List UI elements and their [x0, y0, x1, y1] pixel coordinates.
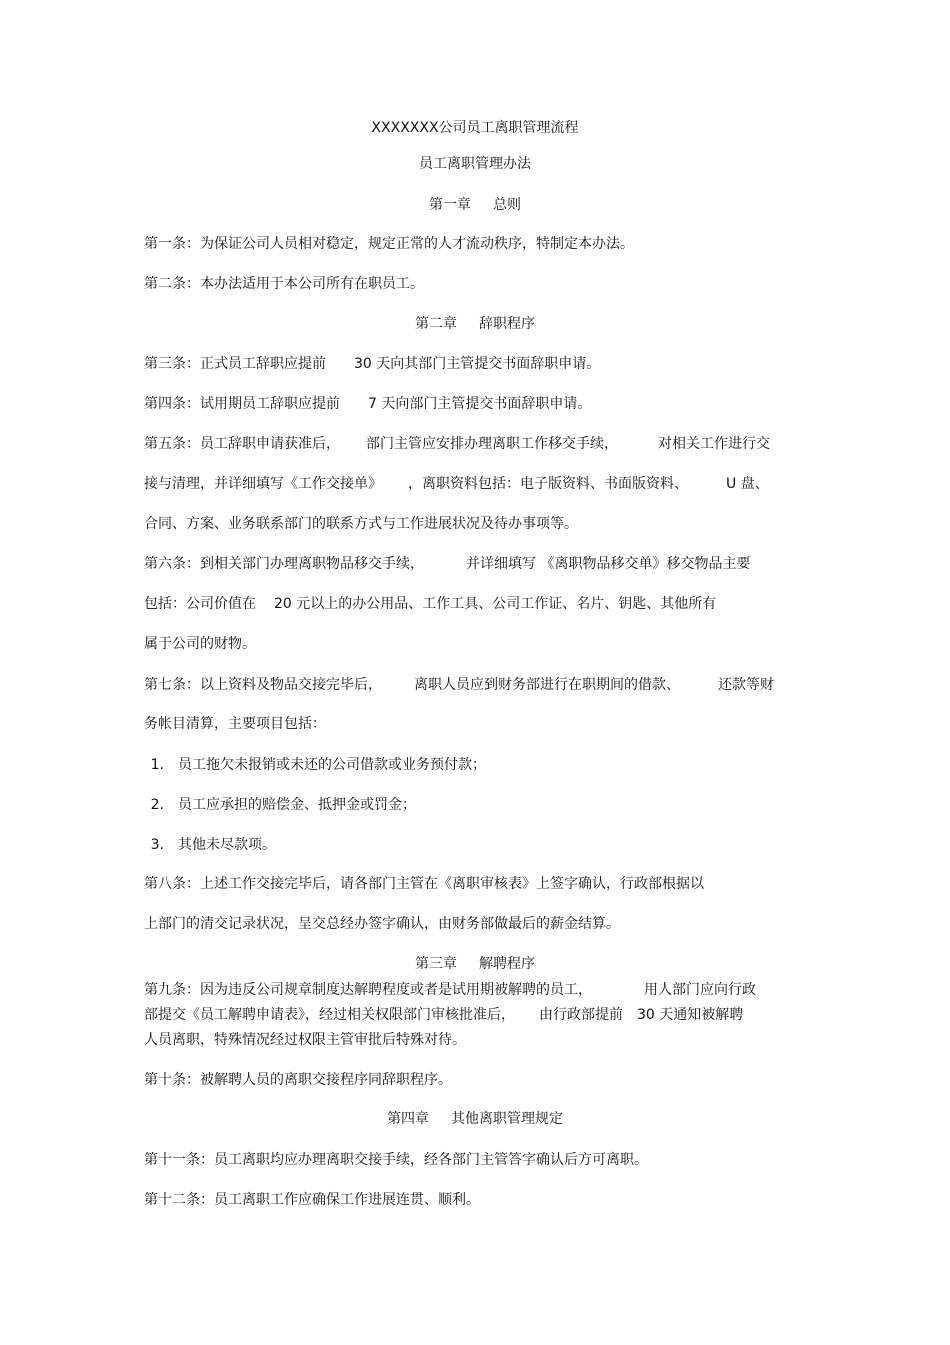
list-item — [136, 756, 486, 774]
chapter-2-heading — [0, 315, 950, 333]
article-7-line-2: 务帐目清算，主要项目包括： — [144, 716, 326, 732]
chapter-number: 第三章 — [415, 956, 457, 972]
article-3-part-1: 第三条：正式员工辞职应提前 — [144, 356, 326, 372]
chapter-4-heading — [0, 1110, 950, 1128]
chapter-3-heading — [0, 955, 950, 973]
article-10: 第十条：被解聘人员的离职交接程序同辞职程序。 — [144, 1072, 452, 1088]
article-12: 第十二条：员工离职工作应确保工作进展连贯、顺利。 — [144, 1192, 480, 1208]
list-item — [136, 796, 416, 814]
article-11: 第十一条：员工离职均应办理离职交接手续，经各部门主管答字确认后方可离职。 — [144, 1152, 648, 1168]
article-5-l1-part-3: 对相关工作进行交 — [658, 436, 770, 452]
article-6-l2-part-1: 包括：公司价值在 — [144, 596, 256, 612]
list-item-number: 3. — [150, 837, 164, 853]
article-9-l2-part-2: 由行政部提前 — [539, 1007, 623, 1023]
article-5-l2-part-3: U 盘、 — [726, 476, 769, 492]
article-5-line-1 — [144, 435, 770, 453]
list-item-number: 2. — [150, 797, 164, 813]
article-6-line-3: 属于公司的财物。 — [144, 636, 256, 652]
chapter-1-heading — [0, 196, 950, 214]
article-5-l2-part-2: ，离职资料包括：电子版资料、书面版资料、 — [408, 476, 688, 492]
article-1: 第一条：为保证公司人员相对稳定，规定正常的人才流动秩序，特制定本办法。 — [144, 236, 634, 252]
article-7-l1-part-3: 还款等财 — [718, 677, 774, 693]
article-5-line-3: 合同、方案、业务联系部门的联系方式与工作进展状况及待办事项等。 — [144, 516, 578, 532]
article-6-l1-part-2: 并详细填写 《离职物品移交单》移交物品主要 — [466, 556, 751, 572]
article-9-line-3: 人员离职，特殊情况经过权限主管审批后特殊对待。 — [144, 1032, 466, 1048]
article-2: 第二条：本办法适用于本公司所有在职员工。 — [144, 276, 424, 292]
article-6-l2-part-2: 20 元以上的办公用品、工作工具、公司工作证、名片、钥匙、其他所有 — [274, 596, 717, 612]
article-3 — [144, 355, 600, 373]
list-item-text: 其他未尽款项。 — [178, 837, 276, 853]
list-item-text: 员工拖欠未报销或未还的公司借款或业务预付款； — [178, 757, 486, 773]
article-5-line-2 — [144, 475, 769, 493]
article-3-part-2: 30 天向其部门主管提交书面辞职申请。 — [354, 356, 601, 372]
chapter-number: 第二章 — [415, 316, 457, 332]
list-item-number: 1. — [150, 757, 164, 773]
article-5-l1-part-1: 第五条：员工辞职申请获准后， — [144, 436, 340, 452]
article-9-l1-part-1: 第九条：因为违反公司规章制度达解聘程度或者是试用期被解聘的员工， — [144, 982, 592, 998]
article-6-line-2 — [144, 595, 716, 613]
article-9-l2-part-1: 部提交《员工解聘申请表》，经过相关权限部门审核批准后， — [144, 1007, 515, 1023]
list-item-text: 员工应承担的赔偿金、抵押金或罚金； — [178, 797, 416, 813]
article-4-part-1: 第四条：试用期员工辞职应提前 — [144, 396, 340, 412]
article-7-l1-part-1: 第七条：以上资料及物品交接完毕后， — [144, 677, 382, 693]
article-8-line-1: 第八条：上述工作交接完毕后，请各部门主管在《离职审核表》上签字确认，行政部根据以 — [144, 876, 704, 892]
article-9-line-2 — [144, 1006, 743, 1024]
article-6-l1-part-1: 第六条：到相关部门办理离职物品移交手续， — [144, 556, 424, 572]
article-7-line-1 — [144, 676, 774, 694]
chapter-number: 第四章 — [387, 1111, 429, 1127]
chapter-name: 辞职程序 — [479, 316, 535, 332]
document-title: XXXXXXX公司员工离职管理流程 — [371, 120, 579, 136]
article-5-l1-part-2: 部门主管应安排办理离职工作移交手续， — [366, 436, 618, 452]
article-4-part-2: 7 天向部门主管提交书面辞职申请。 — [368, 396, 592, 412]
article-8-line-2: 上部门的清交记录状况，呈交总经办签字确认，由财务部做最后的薪金结算。 — [144, 916, 620, 932]
article-6-line-1 — [144, 555, 750, 573]
chapter-name: 其他离职管理规定 — [451, 1111, 563, 1127]
document-subtitle: 员工离职管理办法 — [419, 156, 531, 172]
article-9-l2-part-3: 30 天通知被解聘 — [637, 1007, 744, 1023]
chapter-name: 总则 — [493, 197, 521, 213]
chapter-number: 第一章 — [429, 197, 471, 213]
article-4 — [144, 395, 591, 413]
article-9-line-1 — [144, 981, 756, 999]
chapter-name: 解聘程序 — [479, 956, 535, 972]
article-9-l1-part-2: 用人部门应向行政 — [644, 982, 756, 998]
article-7-l1-part-2: 离职人员应到财务部进行在职期间的借款、 — [414, 677, 680, 693]
article-5-l2-part-1: 接与清理，并详细填写《工作交接单》 — [144, 476, 382, 492]
list-item — [136, 836, 276, 854]
